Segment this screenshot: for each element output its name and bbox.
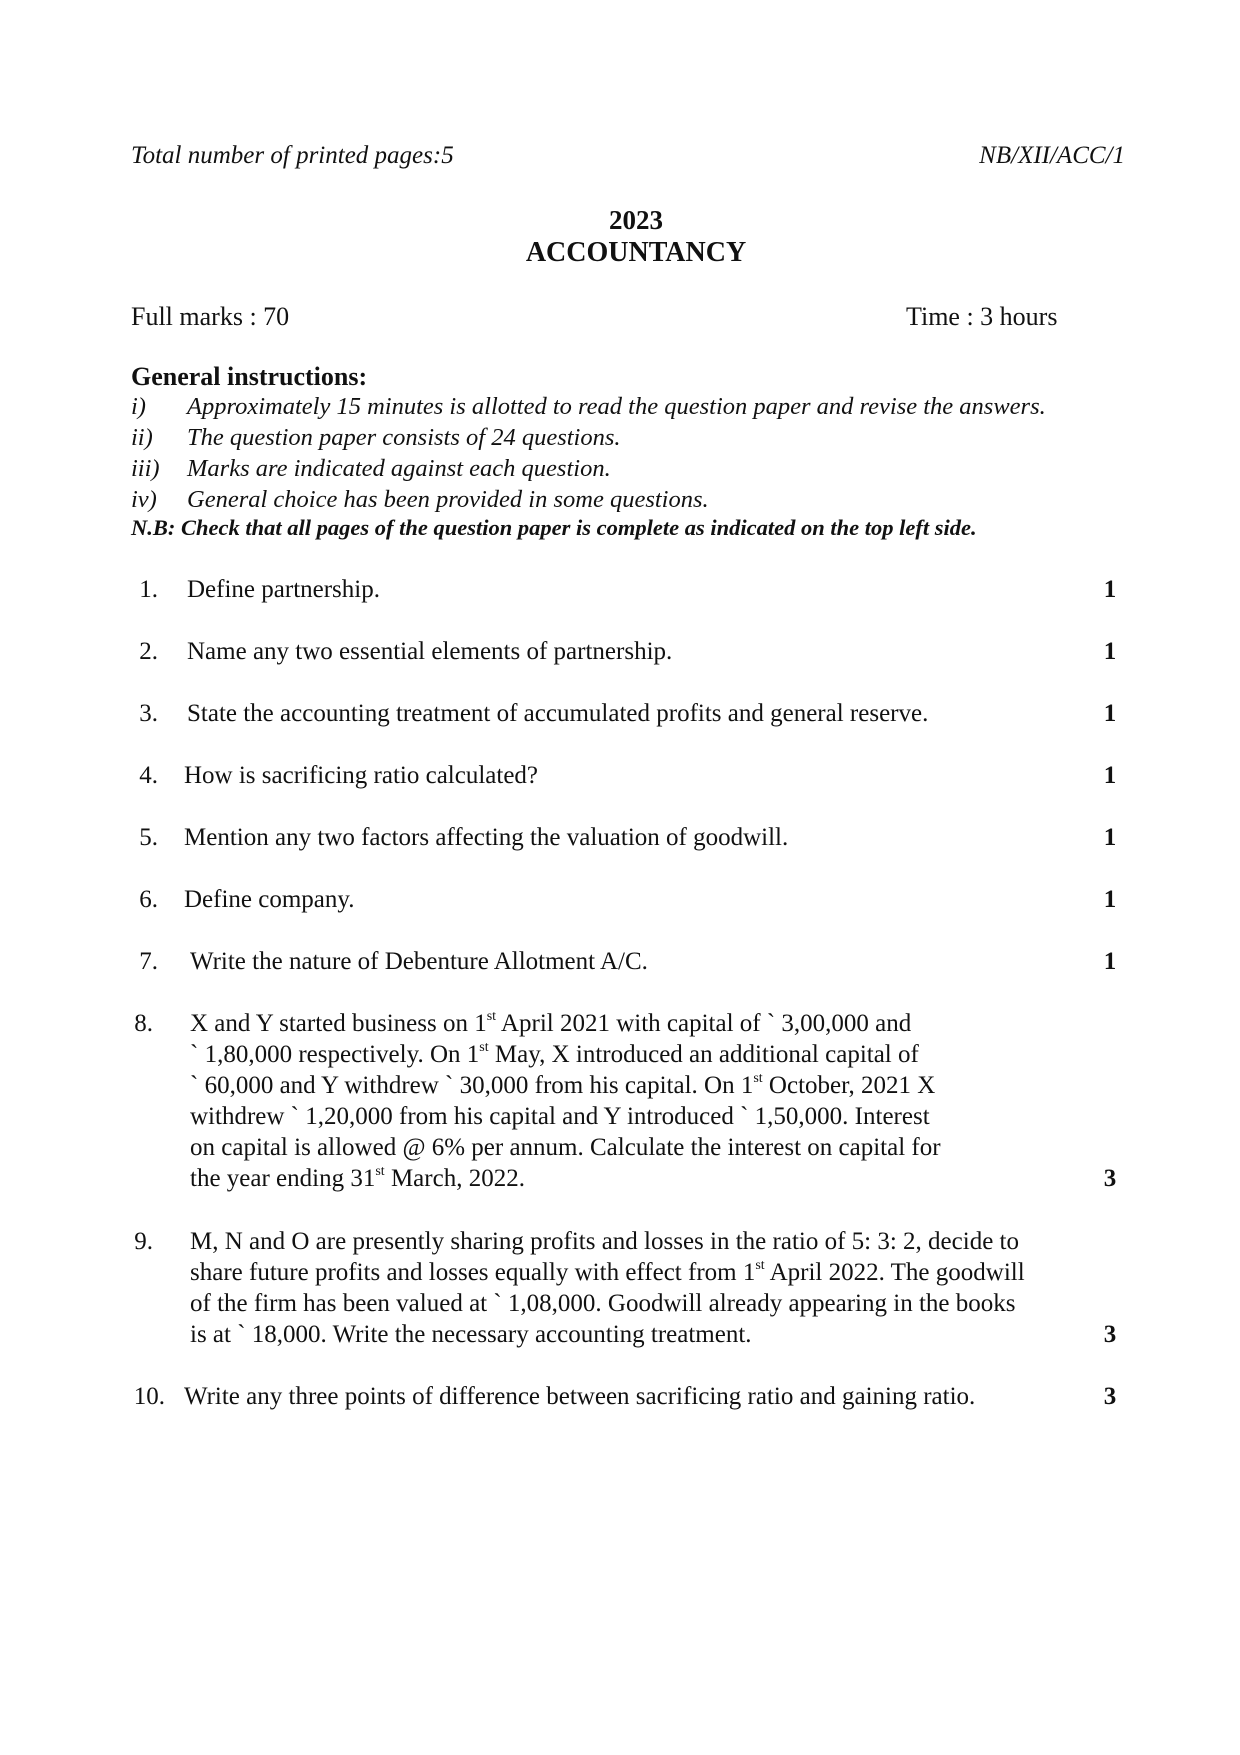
question-marks: 3 xyxy=(1103,1165,1117,1192)
question-marks: 1 xyxy=(1103,886,1117,913)
question-text: Write any three points of difference between sacrificing ratio and gaining ratio. xyxy=(184,1383,976,1410)
instruction-number: iii) xyxy=(131,455,160,482)
instruction-text: Approximately 15 minutes is allotted to read the question paper and revise the answers. xyxy=(187,393,1046,420)
instruction-number: iv) xyxy=(131,486,157,513)
instruction-item xyxy=(131,455,611,483)
instruction-text: Marks are indicated against each question. xyxy=(187,455,611,482)
exam-year: 2023 xyxy=(609,205,663,235)
question-marks: 1 xyxy=(1103,762,1117,789)
question-text-line: ` 60,000 and Y withdrew ` 30,000 from his capital. On 1st October, 2021 X xyxy=(190,1071,936,1099)
question-text: Define company. xyxy=(184,886,355,913)
question-number: 10. xyxy=(133,1383,165,1410)
question-number: 9. xyxy=(134,1228,153,1255)
question-text: Define partnership. xyxy=(187,576,380,603)
question-text-line: share future profits and losses equally with effect from 1st April 2022. The goodwill xyxy=(190,1258,1025,1286)
question-text-line: on capital is allowed @ 6% per annum. Calculate the interest on capital for xyxy=(190,1134,941,1161)
instruction-number: i) xyxy=(131,393,146,420)
instruction-text: General choice has been provided in some questions. xyxy=(187,486,709,513)
question-number: 8. xyxy=(134,1010,153,1037)
question-text-line: ` 1,80,000 respectively. On 1st May, X introduced an additional capital of xyxy=(190,1040,919,1068)
question-marks: 1 xyxy=(1103,700,1117,727)
question-number: 1. xyxy=(139,576,158,603)
instruction-item xyxy=(131,424,621,452)
nb-note: N.B: Check that all pages of the question paper is complete as indicated on the top left side. xyxy=(131,515,977,540)
instruction-text: The question paper consists of 24 questions. xyxy=(187,424,621,451)
question-number: 4. xyxy=(139,762,158,789)
question-text: How is sacrificing ratio calculated? xyxy=(184,762,539,789)
question-number: 7. xyxy=(139,948,158,975)
question-number: 3. xyxy=(139,700,158,727)
question-text-line: withdrew ` 1,20,000 from his capital and Y introduced ` 1,50,000. Interest xyxy=(190,1103,930,1130)
question-text-line: M, N and O are presently sharing profits and losses in the ratio of 5: 3: 2, decide to xyxy=(190,1228,1019,1255)
question-text: Write the nature of Debenture Allotment A/C. xyxy=(190,948,648,975)
question-marks: 1 xyxy=(1103,638,1117,665)
question-marks: 1 xyxy=(1103,948,1117,975)
printed-pages-note: Total number of printed pages:5 xyxy=(131,142,454,169)
question-number: 5. xyxy=(139,824,158,851)
subject-title: ACCOUNTANCY xyxy=(525,237,747,268)
instruction-item xyxy=(131,393,1046,421)
paper-code: NB/XII/ACC/1 xyxy=(979,142,1125,169)
question-text-line: of the firm has been valued at ` 1,08,000. Goodwill already appearing in the books xyxy=(190,1290,1016,1317)
instruction-number: ii) xyxy=(131,424,153,451)
instruction-item xyxy=(131,486,709,514)
question-number: 6. xyxy=(139,886,158,913)
full-marks: Full marks : 70 xyxy=(131,302,290,331)
question-number: 2. xyxy=(139,638,158,665)
question-marks: 1 xyxy=(1103,576,1117,603)
question-text: State the accounting treatment of accumulated profits and general reserve. xyxy=(187,700,929,727)
question-marks: 3 xyxy=(1103,1321,1117,1348)
question-text: Mention any two factors affecting the valuation of goodwill. xyxy=(184,824,789,851)
question-marks: 3 xyxy=(1103,1383,1117,1410)
question-marks: 1 xyxy=(1103,824,1117,851)
time-allowed: Time : 3 hours xyxy=(906,302,1058,331)
question-text-line: X and Y started business on 1st April 2021 with capital of ` 3,00,000 and xyxy=(190,1009,912,1037)
question-text-line: is at ` 18,000. Write the necessary accounting treatment. xyxy=(190,1321,752,1348)
question-text: Name any two essential elements of partnership. xyxy=(187,638,673,665)
question-text-line: the year ending 31st March, 2022. xyxy=(190,1164,525,1192)
instructions-heading: General instructions: xyxy=(131,362,368,391)
